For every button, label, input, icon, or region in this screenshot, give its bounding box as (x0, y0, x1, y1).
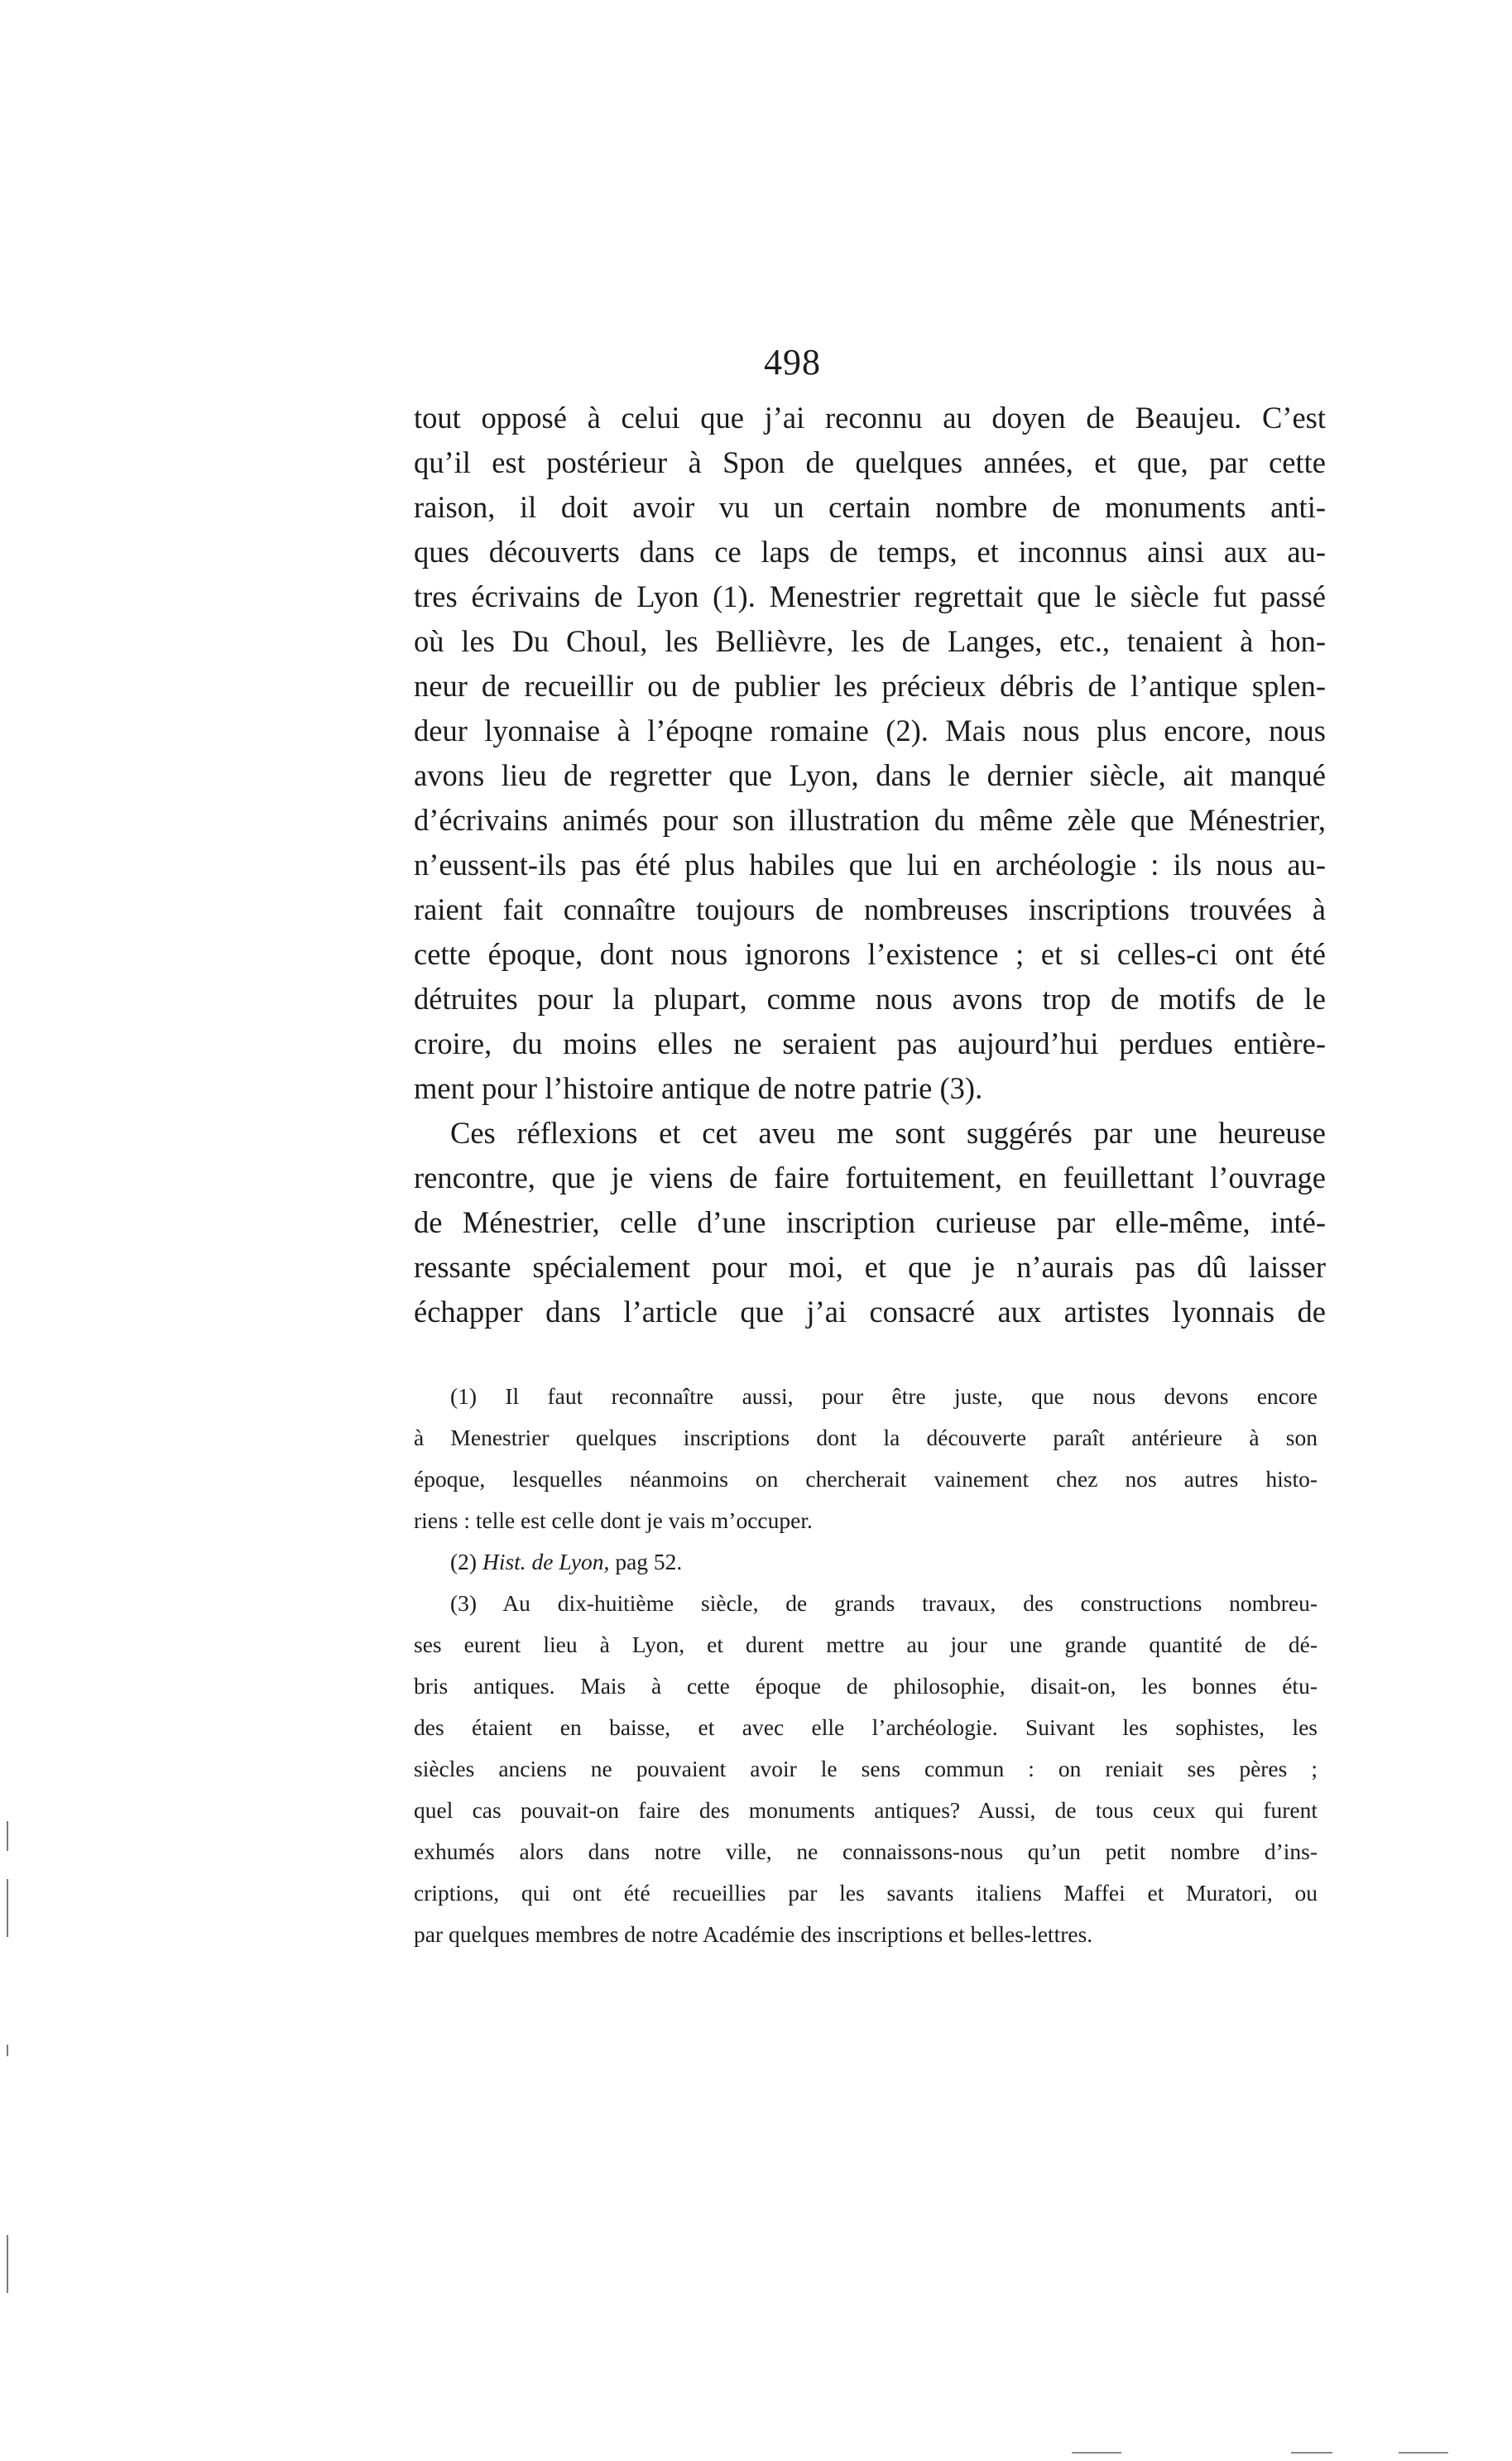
body-line: de Ménestrier, celle d’une inscription curieuse par elle-même, inté- (414, 1205, 1326, 1239)
footnote-1-line: époque, lesquelles néanmoins on chercherait vainement chez nos autres histo- (414, 1466, 1318, 1492)
body-line: raison, il doit avoir vu un certain nombre de monuments anti- (414, 490, 1326, 524)
body-line: qu’il est postérieur à Spon de quelques années, et que, par cette (414, 445, 1326, 479)
footnote-2-marker: (2) (450, 1549, 478, 1574)
footnote-1-line: riens : telle est celle dont je vais m’occuper. (414, 1507, 813, 1533)
scan-margin-mark (7, 1821, 8, 1851)
body-line: Ces réflexions et cet aveu me sont suggérés par une heureuse (450, 1116, 1326, 1150)
body-line: d’écrivains animés pour son illustration du même zèle que Ménestrier, (414, 803, 1326, 837)
page-number: 498 (764, 342, 821, 382)
scan-bottom-mark (1291, 2452, 1332, 2454)
footnote-3-line: ses eurent lieu à Lyon, et durent mettre au jour une grande quantité de dé- (414, 1632, 1318, 1657)
body-line: tres écrivains de Lyon (1). Menestrier regrettait que le siècle fut passé (414, 579, 1326, 613)
body-line: ques découverts dans ce laps de temps, et inconnus ainsi aux au- (414, 535, 1326, 569)
footnote-3-line: (3) Au dix-huitième siècle, de grands travaux, des constructions nombreu- (450, 1590, 1318, 1616)
scan-bottom-mark (1072, 2452, 1121, 2454)
footnote-3-line: quel cas pouvait-on faire des monuments antiques? Aussi, de tous ceux qui furent (414, 1797, 1318, 1823)
body-line: détruites pour la plupart, comme nous avons trop de motifs de le (414, 982, 1326, 1016)
footnote-1-line: (1) Il faut reconnaître aussi, pour être juste, que nous devons encore (450, 1383, 1318, 1409)
body-line: n’eussent-ils pas été plus habiles que lui en archéologie : ils nous au- (414, 848, 1326, 882)
body-line: deur lyonnaise à l’époqne romaine (2). Mais nous plus encore, nous (414, 714, 1326, 747)
body-text (414, 396, 1326, 1334)
body-line: raient fait connaître toujours de nombreuses inscriptions trouvées à (414, 892, 1326, 926)
body-line: ressante spécialement pour moi, et que je n’aurais pas dû laisser (414, 1250, 1326, 1284)
footnote-2-title: Hist. de Lyon, (482, 1549, 610, 1574)
footnote-3-line: criptions, qui ont été recueillies par les savants italiens Maffei et Muratori, ou (414, 1880, 1318, 1906)
body-line: échapper dans l’article que j’ai consacré aux artistes lyonnais de (414, 1295, 1326, 1329)
footnote-3-line: par quelques membres de notre Académie des inscriptions et belles-lettres. (414, 1921, 1093, 1947)
footnote-3-line: bris antiques. Mais à cette époque de philosophie, disait-on, les bonnes étu- (414, 1673, 1318, 1699)
body-line: rencontre, que je viens de faire fortuitement, en feuillettant l’ouvrage (414, 1161, 1326, 1194)
body-line: ment pour l’histoire antique de notre patrie (3). (414, 1071, 983, 1105)
scan-margin-mark (7, 2235, 8, 2293)
body-line: cette époque, dont nous ignorons l’existence ; et si celles-ci ont été (414, 937, 1326, 971)
body-line: où les Du Choul, les Bellièvre, les de Langes, etc., tenaient à hon- (414, 624, 1326, 658)
scan-margin-mark (7, 1879, 8, 1937)
footnote-2-rest: pag 52. (615, 1549, 683, 1574)
scan-margin-mark (7, 2045, 8, 2056)
scan-bottom-mark (1399, 2452, 1448, 2454)
body-line: avons lieu de regretter que Lyon, dans le dernier siècle, ait manqué (414, 758, 1326, 792)
body-line: neur de recueillir ou de publier les précieux débris de l’antique splen- (414, 669, 1326, 703)
body-line: croire, du moins elles ne seraient pas aujourd’hui perdues entière- (414, 1026, 1326, 1060)
footnote-3-line: siècles anciens ne pouvaient avoir le sens commun : on reniait ses pères ; (414, 1756, 1318, 1781)
footnote-3-line: des étaient en baisse, et avec elle l’archéologie. Suivant les sophistes, les (414, 1714, 1318, 1740)
body-line: tout opposé à celui que j’ai reconnu au doyen de Beaujeu. C’est (414, 401, 1326, 435)
footnote-2 (414, 1541, 1318, 1583)
footnotes (414, 1376, 1318, 1955)
footnote-3-line: exhumés alors dans notre ville, ne connaissons-nous qu’un petit nombre d’ins- (414, 1839, 1318, 1864)
footnote-1-line: à Menestrier quelques inscriptions dont la découverte paraît antérieure à son (414, 1425, 1318, 1450)
